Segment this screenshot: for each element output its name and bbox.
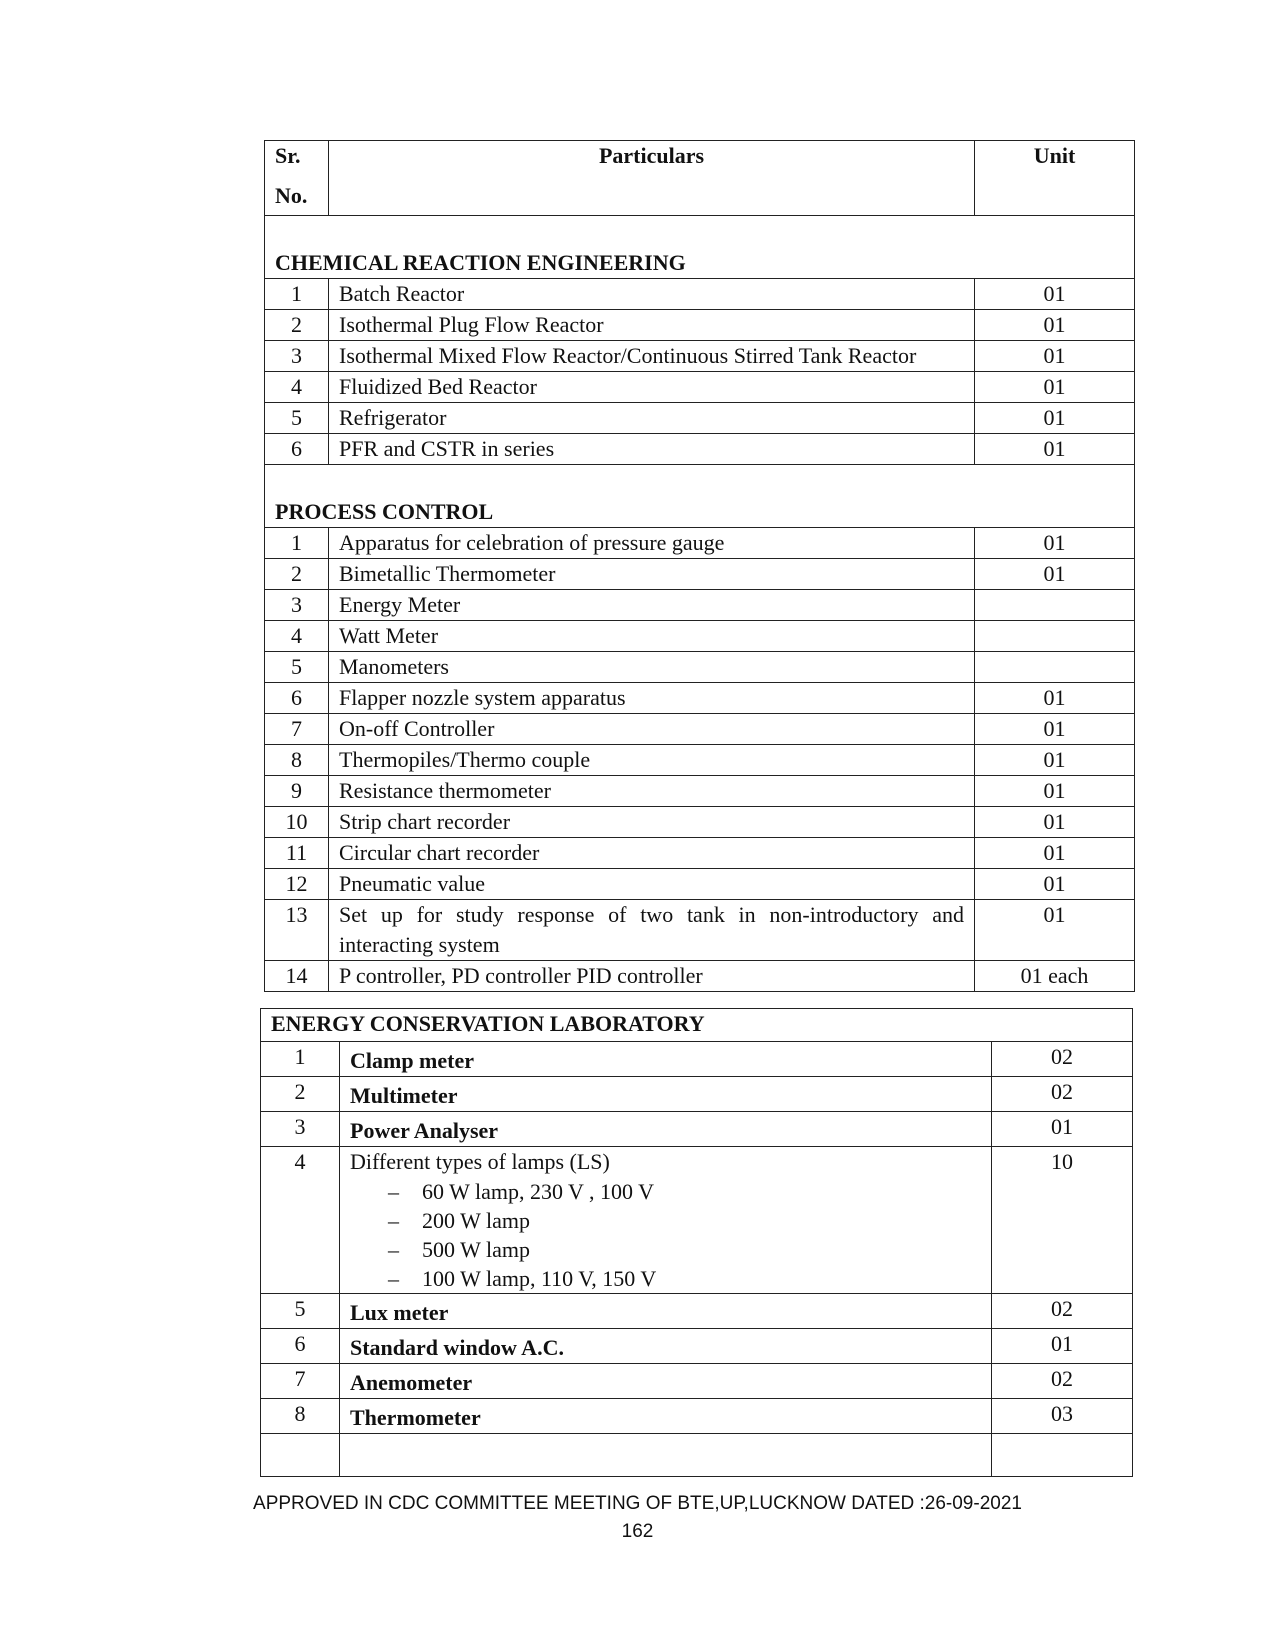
- unit-cell: 10: [992, 1147, 1133, 1294]
- particulars-cell: Resistance thermometer: [329, 776, 975, 807]
- sr-cell: 14: [265, 961, 329, 992]
- dash-bullet: –: [388, 1237, 399, 1262]
- particulars-cell: Multimeter: [340, 1077, 992, 1112]
- unit-cell: 01: [975, 714, 1135, 745]
- particulars-cell: Refrigerator: [329, 403, 975, 434]
- unit-cell: 01: [975, 807, 1135, 838]
- particulars-header: Particulars: [329, 141, 975, 216]
- particulars-cell: [340, 1147, 992, 1294]
- sr-cell: 2: [265, 559, 329, 590]
- list-item-text: 60 W lamp, 230 V , 100 V: [422, 1179, 655, 1204]
- particulars-cell: Bimetallic Thermometer: [329, 559, 975, 590]
- table-row: [265, 961, 1135, 992]
- particulars-cell: PFR and CSTR in series: [329, 434, 975, 465]
- table-row: [261, 1364, 1133, 1399]
- unit-cell: 01: [975, 683, 1135, 714]
- sr-cell: 4: [265, 372, 329, 403]
- empty-cell: [340, 1434, 992, 1477]
- particulars-cell: Thermometer: [340, 1399, 992, 1434]
- particulars-cell: Flapper nozzle system apparatus: [329, 683, 975, 714]
- lamp-types-label: Different types of lamps (LS): [350, 1149, 610, 1174]
- list-item-text: 100 W lamp, 110 V, 150 V: [422, 1266, 657, 1291]
- particulars-cell: Circular chart recorder: [329, 838, 975, 869]
- page-number: 162: [621, 1521, 654, 1542]
- sr-cell: 13: [265, 900, 329, 961]
- table-row: [265, 869, 1135, 900]
- section-title: CHEMICAL REACTION ENGINEERING: [265, 216, 1135, 279]
- table-row: [265, 403, 1135, 434]
- sr-cell: 5: [265, 652, 329, 683]
- list-item: [388, 1206, 991, 1235]
- sr-cell: 1: [265, 528, 329, 559]
- table-row-empty: [261, 1434, 1133, 1477]
- unit-cell: 02: [992, 1294, 1133, 1329]
- empty-cell: [992, 1434, 1133, 1477]
- lamp-sublist: [350, 1177, 991, 1293]
- particulars-cell: Watt Meter: [329, 621, 975, 652]
- particulars-cell: Isothermal Plug Flow Reactor: [329, 310, 975, 341]
- table-row: [265, 279, 1135, 310]
- sr-cell: 6: [265, 434, 329, 465]
- unit-cell: 01: [975, 900, 1135, 961]
- sr-cell: 5: [261, 1294, 340, 1329]
- particulars-cell: On-off Controller: [329, 714, 975, 745]
- list-item: [388, 1235, 991, 1264]
- unit-cell: 01: [975, 745, 1135, 776]
- list-item: [388, 1177, 991, 1206]
- table-row: [261, 1147, 1133, 1294]
- table-row: [265, 559, 1135, 590]
- table-row: [261, 1077, 1133, 1112]
- particulars-cell: Fluidized Bed Reactor: [329, 372, 975, 403]
- unit-cell: 01: [975, 838, 1135, 869]
- table-row: [261, 1399, 1133, 1434]
- particulars-cell: Set up for study response of two tank in non-introductory and interacting system: [329, 900, 975, 961]
- table-row: [265, 714, 1135, 745]
- table-row: [265, 838, 1135, 869]
- unit-cell: 03: [992, 1399, 1133, 1434]
- section-row: [261, 1009, 1133, 1042]
- unit-cell: [975, 652, 1135, 683]
- sr-cell: 6: [265, 683, 329, 714]
- particulars-cell: Manometers: [329, 652, 975, 683]
- unit-cell: 02: [992, 1077, 1133, 1112]
- particulars-cell: Power Analyser: [340, 1112, 992, 1147]
- empty-cell: [261, 1434, 340, 1477]
- unit-cell: 01: [975, 528, 1135, 559]
- no-label: No.: [275, 183, 308, 208]
- sr-cell: 6: [261, 1329, 340, 1364]
- list-item-text: 200 W lamp: [422, 1208, 530, 1233]
- table-row: [265, 310, 1135, 341]
- section-row: [265, 216, 1135, 279]
- equipment-table: [264, 140, 1135, 992]
- dash-bullet: –: [388, 1208, 399, 1233]
- dash-bullet: –: [388, 1266, 399, 1291]
- energy-conservation-table: [260, 1008, 1133, 1477]
- list-item-text: 500 W lamp: [422, 1237, 530, 1262]
- table-row: [265, 621, 1135, 652]
- table-row: [261, 1112, 1133, 1147]
- unit-cell: [975, 621, 1135, 652]
- table-row: [265, 745, 1135, 776]
- unit-cell: 01: [975, 279, 1135, 310]
- unit-cell: 01: [992, 1112, 1133, 1147]
- sr-no-header: [265, 141, 329, 216]
- page-footer: [0, 1490, 1275, 1546]
- table-row: [261, 1294, 1133, 1329]
- particulars-cell: Clamp meter: [340, 1042, 992, 1077]
- unit-cell: 01 each: [975, 961, 1135, 992]
- table-row: [265, 341, 1135, 372]
- table-row: [265, 776, 1135, 807]
- unit-cell: 01: [975, 559, 1135, 590]
- sr-cell: 9: [265, 776, 329, 807]
- sr-cell: 3: [265, 590, 329, 621]
- particulars-cell: Isothermal Mixed Flow Reactor/Continuous Stirred Tank Reactor: [329, 341, 975, 372]
- sr-cell: 3: [261, 1112, 340, 1147]
- unit-cell: 02: [992, 1042, 1133, 1077]
- unit-header: Unit: [975, 141, 1135, 216]
- particulars-cell: Strip chart recorder: [329, 807, 975, 838]
- sr-cell: 8: [265, 745, 329, 776]
- particulars-cell: Thermopiles/Thermo couple: [329, 745, 975, 776]
- particulars-cell: P controller, PD controller PID controller: [329, 961, 975, 992]
- sr-cell: 2: [261, 1077, 340, 1112]
- table-row: [265, 528, 1135, 559]
- sr-cell: 4: [261, 1147, 340, 1294]
- sr-label: Sr.: [275, 143, 301, 168]
- section-title: ENERGY CONSERVATION LABORATORY: [261, 1009, 1133, 1042]
- sr-cell: 1: [265, 279, 329, 310]
- unit-cell: 01: [975, 776, 1135, 807]
- dash-bullet: –: [388, 1179, 399, 1204]
- sr-cell: 11: [265, 838, 329, 869]
- sr-cell: 10: [265, 807, 329, 838]
- sr-cell: 4: [265, 621, 329, 652]
- section-row: [265, 465, 1135, 528]
- sr-cell: 3: [265, 341, 329, 372]
- approval-note: APPROVED IN CDC COMMITTEE MEETING OF BTE,UP,LUCKNOW DATED :26-09-2021: [253, 1493, 1022, 1514]
- particulars-cell: Standard window A.C.: [340, 1329, 992, 1364]
- table-row: [265, 434, 1135, 465]
- table-row: [261, 1329, 1133, 1364]
- sr-cell: 5: [265, 403, 329, 434]
- sr-cell: 12: [265, 869, 329, 900]
- unit-cell: 01: [992, 1329, 1133, 1364]
- table-header-row: [265, 141, 1135, 216]
- section-title: PROCESS CONTROL: [265, 465, 1135, 528]
- table-row: [265, 590, 1135, 621]
- particulars-cell: Pneumatic value: [329, 869, 975, 900]
- table-row: [265, 372, 1135, 403]
- particulars-cell: Batch Reactor: [329, 279, 975, 310]
- particulars-cell: Lux meter: [340, 1294, 992, 1329]
- list-item: [388, 1264, 991, 1293]
- table-row: [265, 900, 1135, 961]
- sr-cell: 7: [261, 1364, 340, 1399]
- particulars-cell: Energy Meter: [329, 590, 975, 621]
- sr-cell: 7: [265, 714, 329, 745]
- sr-cell: 1: [261, 1042, 340, 1077]
- sr-cell: 2: [265, 310, 329, 341]
- unit-cell: 01: [975, 341, 1135, 372]
- sr-cell: 8: [261, 1399, 340, 1434]
- unit-cell: 01: [975, 372, 1135, 403]
- table-row: [265, 683, 1135, 714]
- unit-cell: 01: [975, 310, 1135, 341]
- table-row: [265, 807, 1135, 838]
- unit-cell: 02: [992, 1364, 1133, 1399]
- unit-cell: 01: [975, 403, 1135, 434]
- particulars-cell: Anemometer: [340, 1364, 992, 1399]
- particulars-cell: Apparatus for celebration of pressure gauge: [329, 528, 975, 559]
- table-row: [265, 652, 1135, 683]
- table-row: [261, 1042, 1133, 1077]
- unit-cell: [975, 590, 1135, 621]
- unit-cell: 01: [975, 869, 1135, 900]
- unit-cell: 01: [975, 434, 1135, 465]
